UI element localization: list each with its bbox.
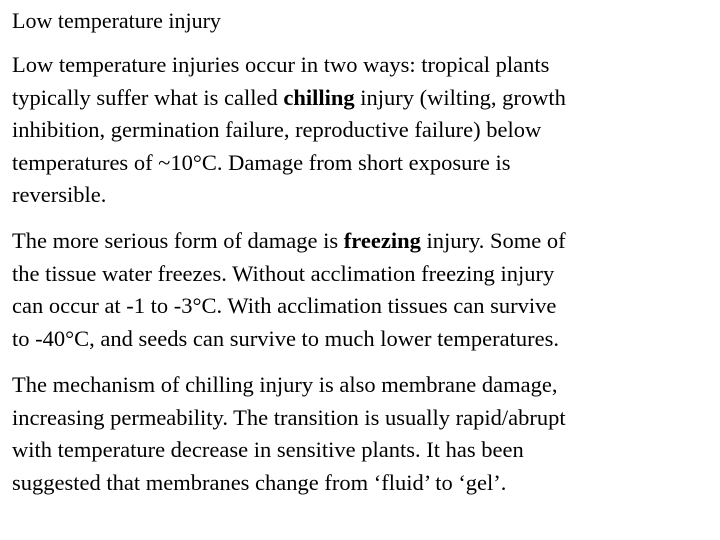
text-line [12, 467, 712, 500]
text-run: the tissue water freezes. Without acclimation freezing injury [12, 260, 555, 286]
text-line [12, 323, 712, 356]
text-run: to -40°C, and seeds can survive to much lower temperatures. [12, 325, 559, 351]
text-line [12, 82, 712, 115]
paragraph-chilling-injury [12, 49, 712, 212]
text-line [12, 369, 712, 402]
text-line [12, 434, 712, 467]
text-run: injury. Some of [420, 228, 566, 253]
paragraph-mechanism [12, 369, 712, 499]
text-run: injury (wilting, growth [354, 84, 566, 110]
emphasized-term: chilling [283, 84, 355, 110]
text-run: suggested that membranes change from ‘fluid’ to ‘gel’. [12, 469, 507, 495]
text-line [12, 258, 712, 291]
text-line [12, 225, 712, 258]
text-line [12, 147, 712, 180]
text-line [12, 290, 712, 323]
paragraph-freezing-injury [12, 225, 712, 355]
slide-title: Low temperature injury [12, 8, 221, 33]
text-run: reversible. [12, 182, 107, 207]
emphasized-term: freezing [343, 228, 421, 253]
text-line [12, 114, 712, 147]
text-run: with temperature decrease in sensitive plants. It has been [12, 437, 524, 462]
text-run: inhibition, germination failure, reproductive failure) below [12, 117, 542, 142]
text-line [12, 402, 712, 435]
text-run: temperatures of ~10°C. Damage from short exposure is [12, 149, 511, 175]
text-run: Low temperature injuries occur in two ways: tropical plants [12, 52, 550, 77]
text-line [12, 49, 712, 82]
text-run: The more serious form of damage is [12, 228, 344, 253]
text-run: The mechanism of chilling injury is also membrane damage, [12, 372, 558, 397]
text-run: can occur at -1 to -3°C. With acclimation tissues can survive [12, 293, 557, 318]
text-run: typically suffer what is called [12, 84, 284, 110]
text-line [12, 179, 712, 212]
text-run: increasing permeability. The transition is usually rapid/abrupt [12, 404, 566, 430]
